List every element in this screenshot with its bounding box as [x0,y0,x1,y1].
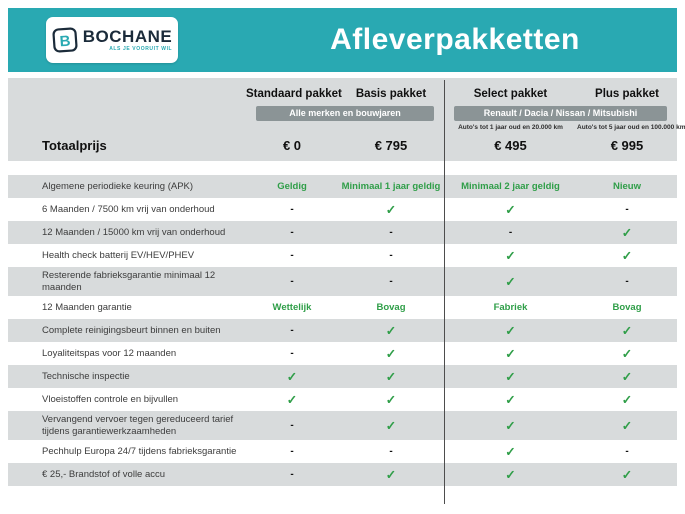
check-icon: ✓ [505,347,516,361]
not-included-dash: - [508,227,513,238]
price-standaard: € 0 [282,137,302,153]
column-header-plus: Plus pakket [595,87,659,100]
bochane-logo [46,17,178,63]
table-row [8,221,677,244]
not-included-dash: - [389,250,393,261]
check-icon: ✓ [505,203,516,217]
group-badge-row [8,104,677,122]
check-icon: ✓ [505,419,516,433]
group-badge-all-brands: Alle merken en bouwjaren [256,106,434,121]
column-header-standaard: Standaard pakket [246,87,342,100]
not-included-dash: - [290,204,294,215]
feature-label: Algemene periodieke keuring (APK) [42,180,194,192]
check-icon: ✓ [505,324,516,338]
total-price-row [8,133,677,161]
table-row [8,463,677,486]
not-included-dash: - [290,250,294,261]
table-row [8,175,677,198]
not-included-dash: - [625,276,629,287]
feature-label: Vervangend vervoer tegen gereduceerd tarief tijdens garantiewerkzaamheden [42,414,234,437]
price-select: € 495 [494,137,527,153]
feature-label: Complete reinigingsbeurt binnen en buiten [42,324,221,336]
feature-label: Technische inspectie [42,370,130,382]
feature-value: Fabriek [493,302,528,313]
not-included-dash: - [389,227,393,238]
logo-text [83,28,172,52]
table-row [8,319,677,342]
column-note-row [8,122,685,133]
table-row [8,267,677,296]
column-group-divider [444,80,445,504]
not-included-dash: - [625,446,629,457]
table-row [8,440,677,463]
check-icon: ✓ [621,324,633,338]
header-bar [8,8,677,72]
check-icon: ✓ [385,468,397,482]
price-basis: € 795 [374,137,408,153]
not-included-dash: - [290,348,294,359]
feature-value: Bovag [376,302,406,313]
logo-tagline: ALS JE VOORUIT WIL [109,46,173,52]
not-included-dash: - [290,325,294,336]
feature-rows [8,175,677,486]
check-icon: ✓ [621,370,633,384]
feature-label: Loyaliteitspas voor 12 maanden [42,347,177,359]
check-icon: ✓ [505,393,516,407]
table-row [8,411,677,440]
feature-label: 12 Maanden garantie [42,301,132,313]
not-included-dash: - [290,227,294,238]
check-icon: ✓ [385,203,397,217]
not-included-dash: - [389,446,393,457]
page-title: Afleverpakketten [330,23,580,56]
feature-value: Wettelijk [272,302,312,313]
group-badge-brands: Renault / Dacia / Nissan / Mitsubishi [454,106,667,121]
feature-value: Minimaal 2 jaar geldig [461,181,560,192]
svg-text:B: B [58,32,71,51]
check-icon: ✓ [621,468,633,482]
check-icon: ✓ [385,370,397,384]
bochane-b-icon [52,27,78,53]
note-select-pakket: Auto's tot 1 jaar oud en 20.000 km [458,124,563,131]
logo-name: BOCHANE [82,27,173,46]
check-icon: ✓ [621,347,633,361]
package-comparison-table [8,78,685,486]
header-gap [8,161,677,175]
table-row [8,198,677,221]
feature-label: Resterende fabrieksgarantie minimaal 12 maanden [42,270,216,293]
table-row [8,342,677,365]
feature-value: Bovag [612,302,642,313]
check-icon: ✓ [621,393,633,407]
check-icon: ✓ [621,249,633,263]
feature-label: Pechhulp Europa 24/7 tijdens fabrieksgarantie [42,445,237,457]
not-included-dash: - [625,204,629,215]
column-header-basis: Basis pakket [355,87,427,100]
check-icon: ✓ [385,393,397,407]
check-icon: ✓ [505,370,516,384]
not-included-dash: - [389,276,393,287]
table-row [8,244,677,267]
feature-value: Geldig [277,181,307,192]
column-header-row [8,83,677,104]
not-included-dash: - [290,469,294,480]
feature-value: Minimaal 1 jaar geldig [341,181,441,192]
feature-value: Nieuw [613,181,641,192]
check-icon: ✓ [385,419,397,433]
check-icon: ✓ [621,419,633,433]
check-icon: ✓ [505,468,516,482]
table-row [8,388,677,411]
feature-label: 12 Maanden / 15000 km vrij van onderhoud [42,226,226,238]
price-plus: € 995 [610,137,644,153]
feature-label: Vloeistoffen controle en bijvullen [42,393,179,405]
feature-label: € 25,- Brandstof of volle accu [42,468,166,480]
check-icon: ✓ [621,226,633,240]
check-icon: ✓ [505,445,516,459]
column-header-select: Select pakket [473,87,548,100]
not-included-dash: - [290,420,294,431]
feature-label: Health check batterij EV/HEV/PHEV [42,249,195,261]
check-icon: ✓ [505,249,516,263]
not-included-dash: - [290,276,294,287]
table-row [8,296,677,319]
feature-label: 6 Maanden / 7500 km vrij van onderhoud [42,203,215,215]
not-included-dash: - [290,446,294,457]
table-header-band [8,78,685,161]
check-icon: ✓ [286,370,298,384]
table-row [8,365,677,388]
note-plus-pakket: Auto's tot 5 jaar oud en 100.000 km [577,124,685,131]
check-icon: ✓ [505,275,516,289]
total-price-label: Totaalprijs [42,137,107,153]
check-icon: ✓ [385,347,397,361]
check-icon: ✓ [385,324,397,338]
check-icon: ✓ [286,393,298,407]
